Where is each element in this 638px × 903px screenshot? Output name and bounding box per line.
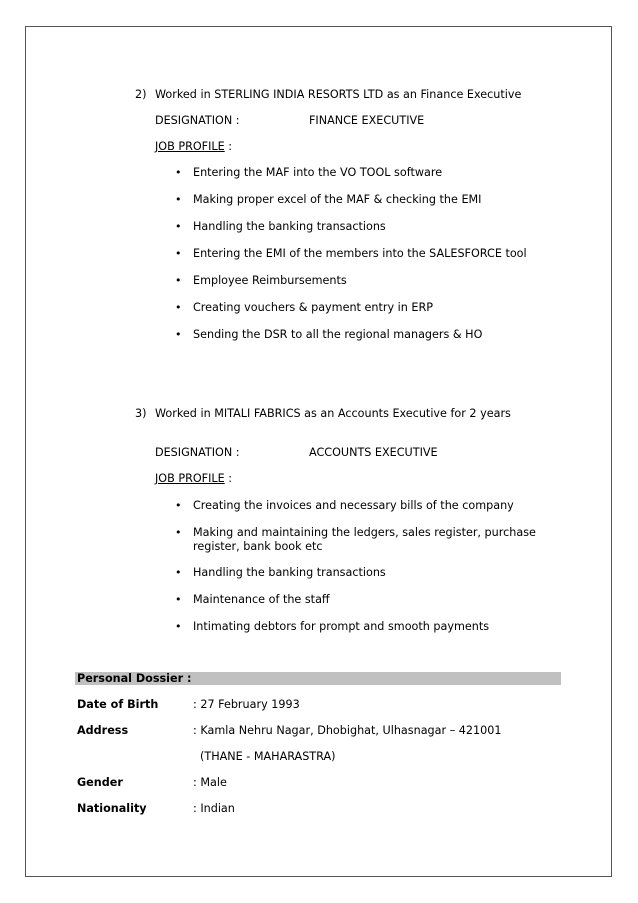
bullet-icon: • <box>175 566 182 579</box>
list-item: Employee Reimbursements <box>193 274 347 287</box>
bullet-icon: • <box>175 166 182 179</box>
job-profile-label: JOB PROFILE <box>155 472 225 485</box>
designation-value: FINANCE EXECUTIVE <box>309 114 425 127</box>
dob-label: Date of Birth <box>77 698 159 711</box>
bullet-icon: • <box>175 274 182 287</box>
list-item: Making proper excel of the MAF & checking the EMI <box>193 193 482 206</box>
nationality-label: Nationality <box>77 802 147 815</box>
job-number: 3) <box>135 407 147 420</box>
designation-label: DESIGNATION : <box>155 114 240 127</box>
bullet-icon: • <box>175 193 182 206</box>
job-heading: Worked in STERLING INDIA RESORTS LTD as an Finance Executive <box>155 88 522 101</box>
nationality-value: : Indian <box>193 802 235 815</box>
bullet-icon: • <box>175 301 182 314</box>
job-profile-colon: : <box>224 140 233 153</box>
job-profile-heading <box>155 472 232 486</box>
list-item: Entering the MAF into the VO TOOL software <box>193 166 443 179</box>
list-item: Intimating debtors for prompt and smooth payments <box>193 620 490 633</box>
address-line1: : Kamla Nehru Nagar, Dhobighat, Ulhasnagar – 421001 <box>193 724 502 737</box>
list-item: Creating vouchers & payment entry in ERP <box>193 301 433 314</box>
job-profile-heading <box>155 140 232 154</box>
bullet-icon: • <box>175 328 182 341</box>
designation-value: ACCOUNTS EXECUTIVE <box>309 446 438 459</box>
job-profile-label: JOB PROFILE <box>155 140 225 153</box>
job-heading: Worked in MITALI FABRICS as an Accounts Executive for 2 years <box>155 407 511 420</box>
list-item: Handling the banking transactions <box>193 566 386 579</box>
list-item: Sending the DSR to all the regional managers & HO <box>193 328 483 341</box>
bullet-icon: • <box>175 593 182 606</box>
section-title: Personal Dossier : <box>77 672 192 685</box>
list-item: Maintenance of the staff <box>193 593 330 606</box>
bullet-icon: • <box>175 526 182 539</box>
bullet-icon: • <box>175 620 182 633</box>
list-item: Creating the invoices and necessary bills of the company <box>193 499 514 512</box>
bullet-icon: • <box>175 499 182 512</box>
gender-value: : Male <box>193 776 227 789</box>
list-item-continuation: register, bank book etc <box>193 540 323 553</box>
list-item: Making and maintaining the ledgers, sales register, purchase <box>193 526 536 539</box>
list-item: Entering the EMI of the members into the SALESFORCE tool <box>193 247 527 260</box>
gender-label: Gender <box>77 776 123 789</box>
dob-value: : 27 February 1993 <box>193 698 300 711</box>
bullet-icon: • <box>175 220 182 233</box>
list-item: Handling the banking transactions <box>193 220 386 233</box>
bullet-icon: • <box>175 247 182 260</box>
address-label: Address <box>77 724 129 737</box>
address-line2: (THANE - MAHARASTRA) <box>200 750 336 763</box>
job-number: 2) <box>135 88 147 101</box>
job-profile-colon: : <box>224 472 233 485</box>
designation-label: DESIGNATION : <box>155 446 240 459</box>
